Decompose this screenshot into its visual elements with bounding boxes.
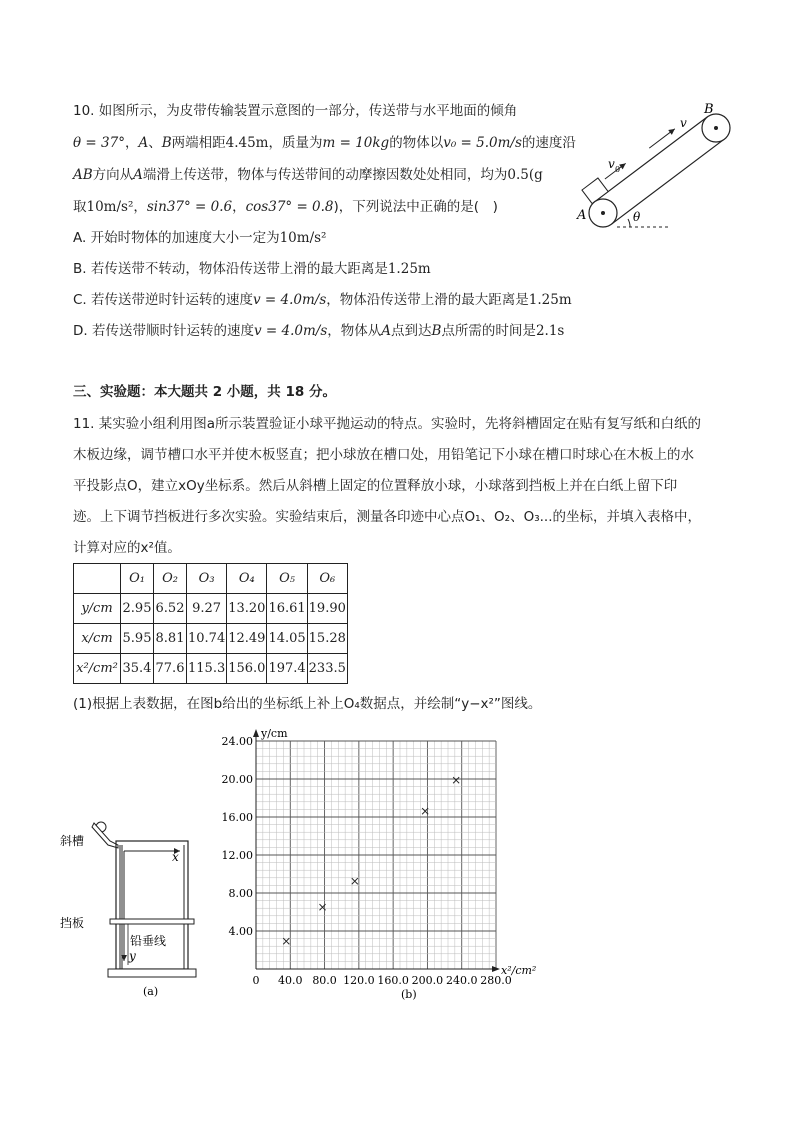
table-cell: 35.4 xyxy=(121,654,154,684)
table-cell: 13.20 xyxy=(227,594,267,624)
q10-g: 10m/s² xyxy=(86,199,134,215)
q11-sub1: (1)根据上表数据，在图b给出的坐标纸上补上O₄数据点，并绘制“y−x²”图线。 xyxy=(73,696,542,712)
table-header-cell: O₁ xyxy=(121,564,154,594)
data-point-marker: × xyxy=(420,804,431,819)
table-row xyxy=(74,624,348,654)
table-cell: 8.81 xyxy=(154,624,187,654)
section-heading: 三、实验题：本大题共 2 小题，共 18 分。 xyxy=(73,384,336,400)
x-tick-label: 160.0 xyxy=(377,974,409,987)
y-tick-label: 20.00 xyxy=(221,773,253,786)
y-tick-label: 8.00 xyxy=(228,887,253,900)
x-tick-label: 80.0 xyxy=(312,974,337,987)
q10-text: ， xyxy=(133,199,147,215)
q10-text: 两端相距 xyxy=(171,135,226,151)
label-b: B xyxy=(704,102,714,117)
base xyxy=(108,969,196,977)
theta-label: θ xyxy=(633,210,641,224)
table-cell: 5.95 xyxy=(121,624,154,654)
table-cell: 19.90 xyxy=(307,594,347,624)
y-tick-label: 12.00 xyxy=(221,849,253,862)
data-point-marker: × xyxy=(349,873,360,888)
table-row xyxy=(74,654,348,684)
q10-option-c xyxy=(73,290,572,310)
data-table xyxy=(73,563,348,684)
table-cell: y/cm xyxy=(74,594,121,624)
y-tick-label: 4.00 xyxy=(228,925,253,938)
q10-text: 的物体以 xyxy=(389,135,444,151)
q10-line4 xyxy=(73,197,498,217)
y-axis-arrow xyxy=(253,729,259,737)
label-board: 挡板 xyxy=(60,916,85,930)
q11-line2: 木板边缘，调节槽口水平并使木板竖直；把小球放在槽口处，用铅笔记下小球在槽口时球心在木板上的水 xyxy=(73,447,694,463)
q11-line1: 11. 某实验小组利用图a所示装置验证小球平抛运动的特点。实验时，先将斜槽固定在贴有复写纸和白纸的 xyxy=(73,416,702,432)
x-tick-label: 40.0 xyxy=(278,974,303,987)
option-value: 10m/s² xyxy=(279,230,327,246)
table-cell: 16.61 xyxy=(267,594,307,624)
table-row xyxy=(74,594,348,624)
q10-point-b: B xyxy=(161,135,172,151)
option-value: v = 4.0m/s xyxy=(253,292,327,308)
option-point: A xyxy=(381,323,392,339)
table-header-row xyxy=(74,564,348,594)
table-cell: 14.05 xyxy=(267,624,307,654)
q10-sin: sin37° = 0.6 xyxy=(146,199,233,215)
q10-line3 xyxy=(73,165,543,185)
table-cell: 115.3 xyxy=(187,654,227,684)
option-point: B xyxy=(431,323,442,339)
angle-arc xyxy=(628,219,630,227)
option-text: B. 若传送带不转动，物体沿传送带上滑的最大距离是 xyxy=(73,261,388,277)
x-tick-label: 280.0 xyxy=(480,974,512,987)
table-header-cell: O₂ xyxy=(154,564,187,594)
y-axis-label: y/cm xyxy=(261,727,288,740)
x-tick-label: 120.0 xyxy=(343,974,375,987)
q10-theta-value: θ = 37° xyxy=(73,135,125,151)
table-cell: x²/cm² xyxy=(74,654,121,684)
label-v: v xyxy=(680,116,687,130)
option-text: C. 若传送带逆时针运转的速度 xyxy=(73,292,254,308)
q10-text: 、 xyxy=(148,135,162,151)
option-text: D. 若传送带顺时针运转的速度 xyxy=(73,323,254,339)
option-text: ，物体从 xyxy=(327,323,382,339)
table-header-cell: O₄ xyxy=(227,564,267,594)
label-v0-sub: 0 xyxy=(615,165,621,174)
q10-text: 的速度沿 xyxy=(521,135,576,151)
table-cell: 2.95 xyxy=(121,594,154,624)
table-cell: 233.5 xyxy=(307,654,347,684)
label-plumb: 铅垂线 xyxy=(130,934,167,948)
q10-option-a xyxy=(73,228,326,248)
apparatus-figure xyxy=(60,815,205,1005)
q10-cos: cos37° = 0.8 xyxy=(245,199,334,215)
q10-line1: 10. 如图所示，为皮带传输装置示意图的一部分，传送带与水平地面的倾角 xyxy=(73,103,518,119)
q10-text: ， xyxy=(232,199,246,215)
x-axis-label: x²/cm² xyxy=(501,964,537,977)
q11-line3: 平投影点O，建立xOy坐标系。然后从斜槽上固定的位置释放小球，小球落到挡板上并在白纸上留下印 xyxy=(73,478,678,494)
table-cell: x/cm xyxy=(74,624,121,654)
baffle xyxy=(110,919,194,924)
caption-a: (a) xyxy=(143,985,159,998)
q10-point-a: A xyxy=(138,135,149,151)
q10-text: 端滑上传送带，物体与传送带间的动摩擦因数处处相同，均为 xyxy=(142,167,508,183)
x-tick-label: 0 xyxy=(252,974,260,987)
label-chute: 斜槽 xyxy=(60,834,85,848)
table-header-cell: O₅ xyxy=(267,564,307,594)
table-cell: 12.49 xyxy=(227,624,267,654)
caption-b: (b) xyxy=(401,988,417,1001)
option-text: 点所需的时间是 xyxy=(441,323,536,339)
table-cell: 156.0 xyxy=(227,654,267,684)
table-header-cell xyxy=(74,564,121,594)
label-v0: v xyxy=(608,157,615,171)
option-value: 1.25m xyxy=(528,292,572,308)
option-text: 点到达 xyxy=(391,323,432,339)
q10-text: ， xyxy=(124,135,139,151)
y-tick-label: 24.00 xyxy=(221,735,253,748)
y-tick-label: 16.00 xyxy=(221,811,253,824)
table-cell: 15.28 xyxy=(307,624,347,654)
option-value: 1.25m xyxy=(387,261,431,277)
option-text: A. 开始时物体的加速度大小一定为 xyxy=(73,230,280,246)
q10-text: ，质量为 xyxy=(268,135,323,151)
table-cell: 197.4 xyxy=(267,654,307,684)
ticks xyxy=(222,735,512,987)
label-x: x xyxy=(172,850,179,864)
conveyor-figure xyxy=(570,95,740,235)
q10-mu: 0.5(g xyxy=(507,167,543,183)
option-value: 2.1s xyxy=(535,323,565,339)
data-point-marker: × xyxy=(281,933,292,948)
q10-mass: m = 10kg xyxy=(322,135,390,151)
label-a: A xyxy=(577,208,587,223)
q10-distance: 4.45m xyxy=(225,135,269,151)
q11-line4: 迹。上下调节挡板进行多次实验。实验结束后，测量各印迹中心点O₁、O₂、O₃...的坐标，并填入表格中， xyxy=(73,509,701,525)
x-tick-label: 200.0 xyxy=(411,974,444,987)
q10-text: 方向从 xyxy=(92,167,134,183)
label-y: y xyxy=(129,949,136,963)
q11-line5: 计算对应的x²值。 xyxy=(73,540,181,556)
table-header-cell: O₆ xyxy=(307,564,347,594)
data-point-marker: × xyxy=(317,900,328,915)
option-value: v = 4.0m/s xyxy=(253,323,328,339)
table-header-cell: O₃ xyxy=(187,564,227,594)
q10-option-b xyxy=(73,259,431,279)
q10-text: )，下列说法中正确的是( ) xyxy=(333,199,498,215)
q10-speed: v₀ = 5.0m/s xyxy=(443,135,522,151)
q10-line2 xyxy=(73,133,576,153)
table-cell: 77.6 xyxy=(154,654,187,684)
q10-option-d xyxy=(73,321,564,341)
q10-text: 取 xyxy=(73,199,87,215)
option-text: ，物体沿传送带上滑的最大距离是 xyxy=(326,292,529,308)
grid-chart xyxy=(220,725,560,1005)
x-tick-label: 240.0 xyxy=(445,974,478,987)
data-point-marker: × xyxy=(451,772,462,787)
table-cell: 6.52 xyxy=(154,594,187,624)
q10-ab: AB xyxy=(73,167,93,183)
table-cell: 9.27 xyxy=(187,594,227,624)
table-cell: 10.74 xyxy=(187,624,227,654)
q10-point-a: A xyxy=(133,167,143,183)
